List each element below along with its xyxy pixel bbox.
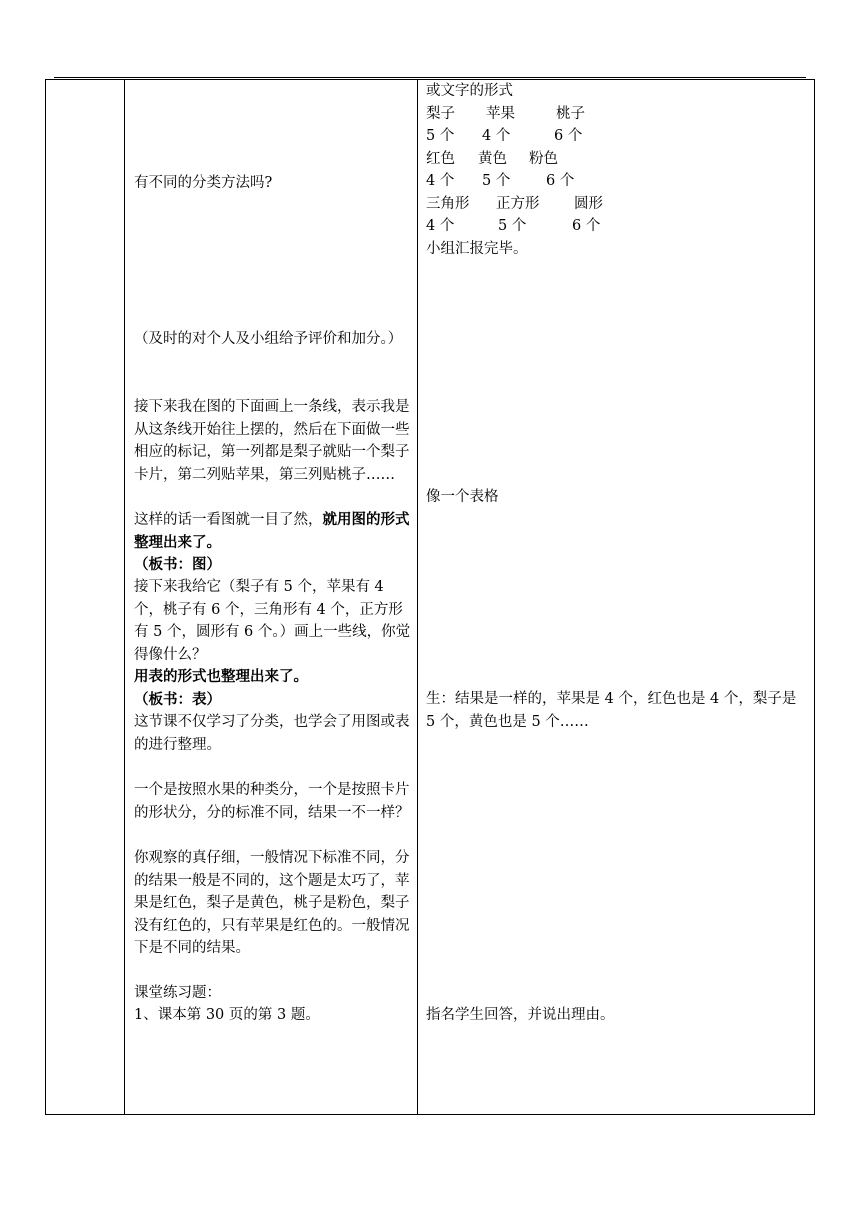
shape-name: 正方形 (496, 196, 540, 212)
color-names-row (426, 148, 806, 170)
shape-name: 圆形 (574, 196, 603, 212)
shape-names-row (426, 193, 806, 215)
practice-item: 1、课本第 30 页的第 3 题。 (134, 1007, 320, 1023)
board-note-table: （板书：表） (134, 691, 221, 708)
lesson-table (45, 79, 815, 1115)
color-count: 5 个 (482, 173, 511, 189)
line-explanation: 接下来我在图的下面画上一条线，表示我是从这条线开始往上摆的，然后在下面做一些相应的标记，第一列都是梨子就贴一个梨子卡片，第二列贴苹果，第三列贴桃子…… (134, 399, 410, 483)
chart-sentence-bold: 就用图的形式整理出来了。 (134, 511, 410, 551)
text-form-line: 或文字的形式 (426, 83, 513, 99)
shape-count: 6 个 (572, 218, 601, 234)
report-complete: 小组汇报完毕。 (426, 241, 528, 257)
shape-count: 5 个 (498, 218, 527, 234)
lesson-summary: 这节课不仅学习了分类，也学会了用图或表的进行整理。 (134, 714, 410, 753)
fruit-count: 4 个 (482, 128, 511, 144)
stage-column (46, 80, 125, 1114)
same-result-answer: 生：结果是一样的，苹果是 4 个，红色也是 4 个，梨子是 5 个，黄色也是 5 个…… (426, 691, 797, 730)
chart-sentence (134, 509, 412, 554)
fruit-name: 桃子 (556, 106, 585, 122)
practice-title: 课堂练习题： (134, 985, 221, 1001)
student-activity-column (418, 80, 814, 1114)
classification-question: 有不同的分类方法吗? (134, 175, 273, 191)
shape-counts-row (426, 215, 806, 237)
fruit-name: 苹果 (486, 106, 515, 122)
standard-question: 一个是按照水果的种类分，一个是按照卡片的形状分，分的标准不同，结果一不一样？ (134, 782, 410, 821)
table-explanation: 接下来我给它（梨子有 5 个，苹果有 4 个，桃子有 6 个，三角形有 4 个，正方形有 5 个，圆形有 6 个。）画上一些线，你觉得像什么？ (134, 579, 411, 663)
fruit-counts-row (426, 125, 806, 147)
table-sentence: 用表的形式也整理出来了。 (134, 668, 308, 685)
like-a-table-answer: 像一个表格 (426, 489, 499, 505)
color-counts-row (426, 170, 806, 192)
chart-sentence-plain: 这样的话一看图就一目了然， (134, 512, 323, 528)
evaluation-note: （及时的对个人及小组给予评价和加分。） (134, 331, 403, 347)
fruit-name: 梨子 (426, 106, 455, 122)
fruit-names-row (426, 103, 806, 125)
student-answer-instruction: 指名学生回答，并说出理由。 (426, 1007, 615, 1023)
teacher-activity-column (125, 80, 418, 1114)
color-count: 4 个 (426, 173, 455, 189)
board-note-chart: （板书：图） (134, 556, 221, 573)
header-rule (54, 77, 806, 78)
teacher-observation: 你观察的真仔细，一般情况下标准不同，分的结果一般是不同的，这个题是太巧了，苹果是红色，梨子是黄色，桃子是粉色，梨子没有红色的，只有苹果是红色的。一般情况下是不同的结果。 (134, 850, 410, 956)
fruit-count: 6 个 (554, 128, 583, 144)
color-name: 粉色 (529, 151, 558, 167)
color-name: 黄色 (478, 151, 507, 167)
fruit-count: 5 个 (426, 128, 455, 144)
color-name: 红色 (426, 151, 455, 167)
shape-name: 三角形 (426, 196, 470, 212)
color-count: 6 个 (546, 173, 575, 189)
shape-count: 4 个 (426, 218, 455, 234)
